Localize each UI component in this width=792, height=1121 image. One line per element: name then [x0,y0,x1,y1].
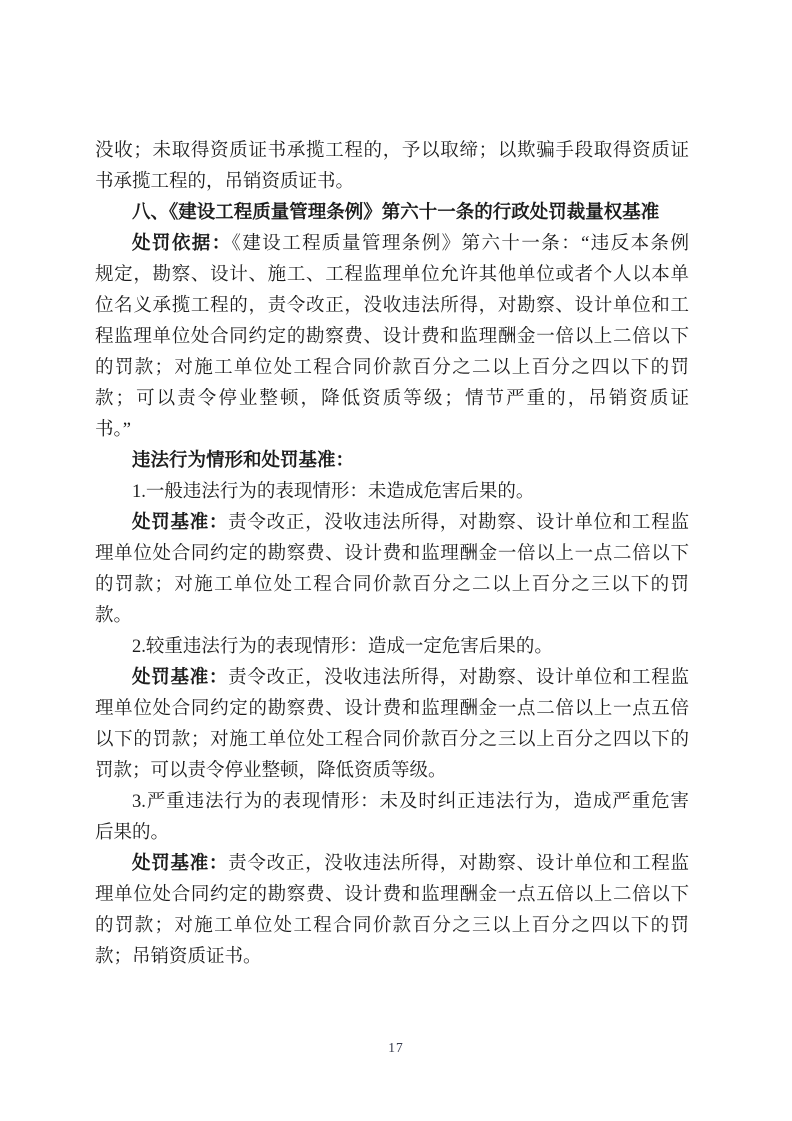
text-line: 没收；未取得资质证书承揽工程的，予以取缔；以欺骗手段取得资质证 [95,141,689,161]
paragraph-penalty-standard-2 [95,663,689,787]
line-text: 《建设工程质量管理条例》第六十一条：“违反本条例 [231,234,689,254]
text-line: 款。 [95,606,133,626]
penalty-basis-label: 处罚依据： [132,234,232,254]
paragraph-penalty-standard-1 [95,508,689,632]
paragraph-continuation [95,136,689,198]
text-line: 后果的。 [95,823,170,843]
penalty-standard-label: 处罚基准： [132,668,229,688]
penalty-standard-label: 处罚基准： [132,854,229,874]
section-heading: 八、《建设工程质量管理条例》第六十一条的行政处罚裁量权基准 [132,203,660,223]
text-line: 理单位处合同约定的勘察费、设计费和监理酬金一点五倍以上二倍以下 [95,885,689,905]
text-line: 规定，勘察、设计、施工、工程监理单位允许其他单位或者个人以本单 [95,265,689,285]
text-line: 3.严重违法行为的表现情形：未及时纠正违法行为，造成严重危害 [132,792,689,812]
line-text: 责令改正，没收违法所得，对勘察、设计单位和工程监 [228,668,689,688]
page-number: 17 [388,1040,404,1055]
text-line: 书承揽工程的，吊销资质证书。 [95,172,355,192]
text-line: 罚款；可以责令停业整顿，降低资质等级。 [95,761,447,781]
text-line: 的罚款；对施工单位处工程合同价款百分之二以上百分之四以下的罚 [95,358,689,378]
line-text: 责令改正，没收违法所得，对勘察、设计单位和工程监 [228,854,689,874]
text-line: 理单位处合同约定的勘察费、设计费和监理酬金一点二倍以上一点五倍 [95,699,689,719]
text-line: 以下的罚款；对施工单位处工程合同价款百分之三以上百分之四以下的 [95,730,689,750]
text-line [95,508,689,539]
paragraph-penalty-basis [95,229,689,446]
text-line: 款；可以责令停业整顿，降低资质等级；情节严重的，吊销资质证 [95,389,689,409]
penalty-standard-label: 处罚基准： [132,513,229,533]
text-line: 位名义承揽工程的，责令改正，没收违法所得，对勘察、设计单位和工 [95,296,689,316]
text-line [95,849,689,880]
line-text: 责令改正，没收违法所得，对勘察、设计单位和工程监 [228,513,689,533]
violation-item-1: 1.一般违法行为的表现情形：未造成危害后果的。 [132,482,535,502]
violation-item-2: 2.较重违法行为的表现情形：造成一定危害后果的。 [132,637,553,657]
text-line: 款；吊销资质证书。 [95,947,262,967]
text-line [95,229,689,260]
text-line [95,663,689,694]
document-body [95,136,689,973]
text-line: 理单位处合同约定的勘察费、设计费和监理酬金一倍以上一点二倍以下 [95,544,689,564]
text-line: 的罚款；对施工单位处工程合同价款百分之二以上百分之三以下的罚 [95,575,689,595]
text-line: 的罚款；对施工单位处工程合同价款百分之三以上百分之四以下的罚 [95,916,689,936]
text-line: 书。” [95,420,131,440]
text-line: 程监理单位处合同约定的勘察费、设计费和监理酬金一倍以上二倍以下 [95,327,689,347]
violation-item-3 [95,787,689,849]
paragraph-penalty-standard-3 [95,849,689,973]
subsection-heading: 违法行为情形和处罚基准： [132,451,355,471]
